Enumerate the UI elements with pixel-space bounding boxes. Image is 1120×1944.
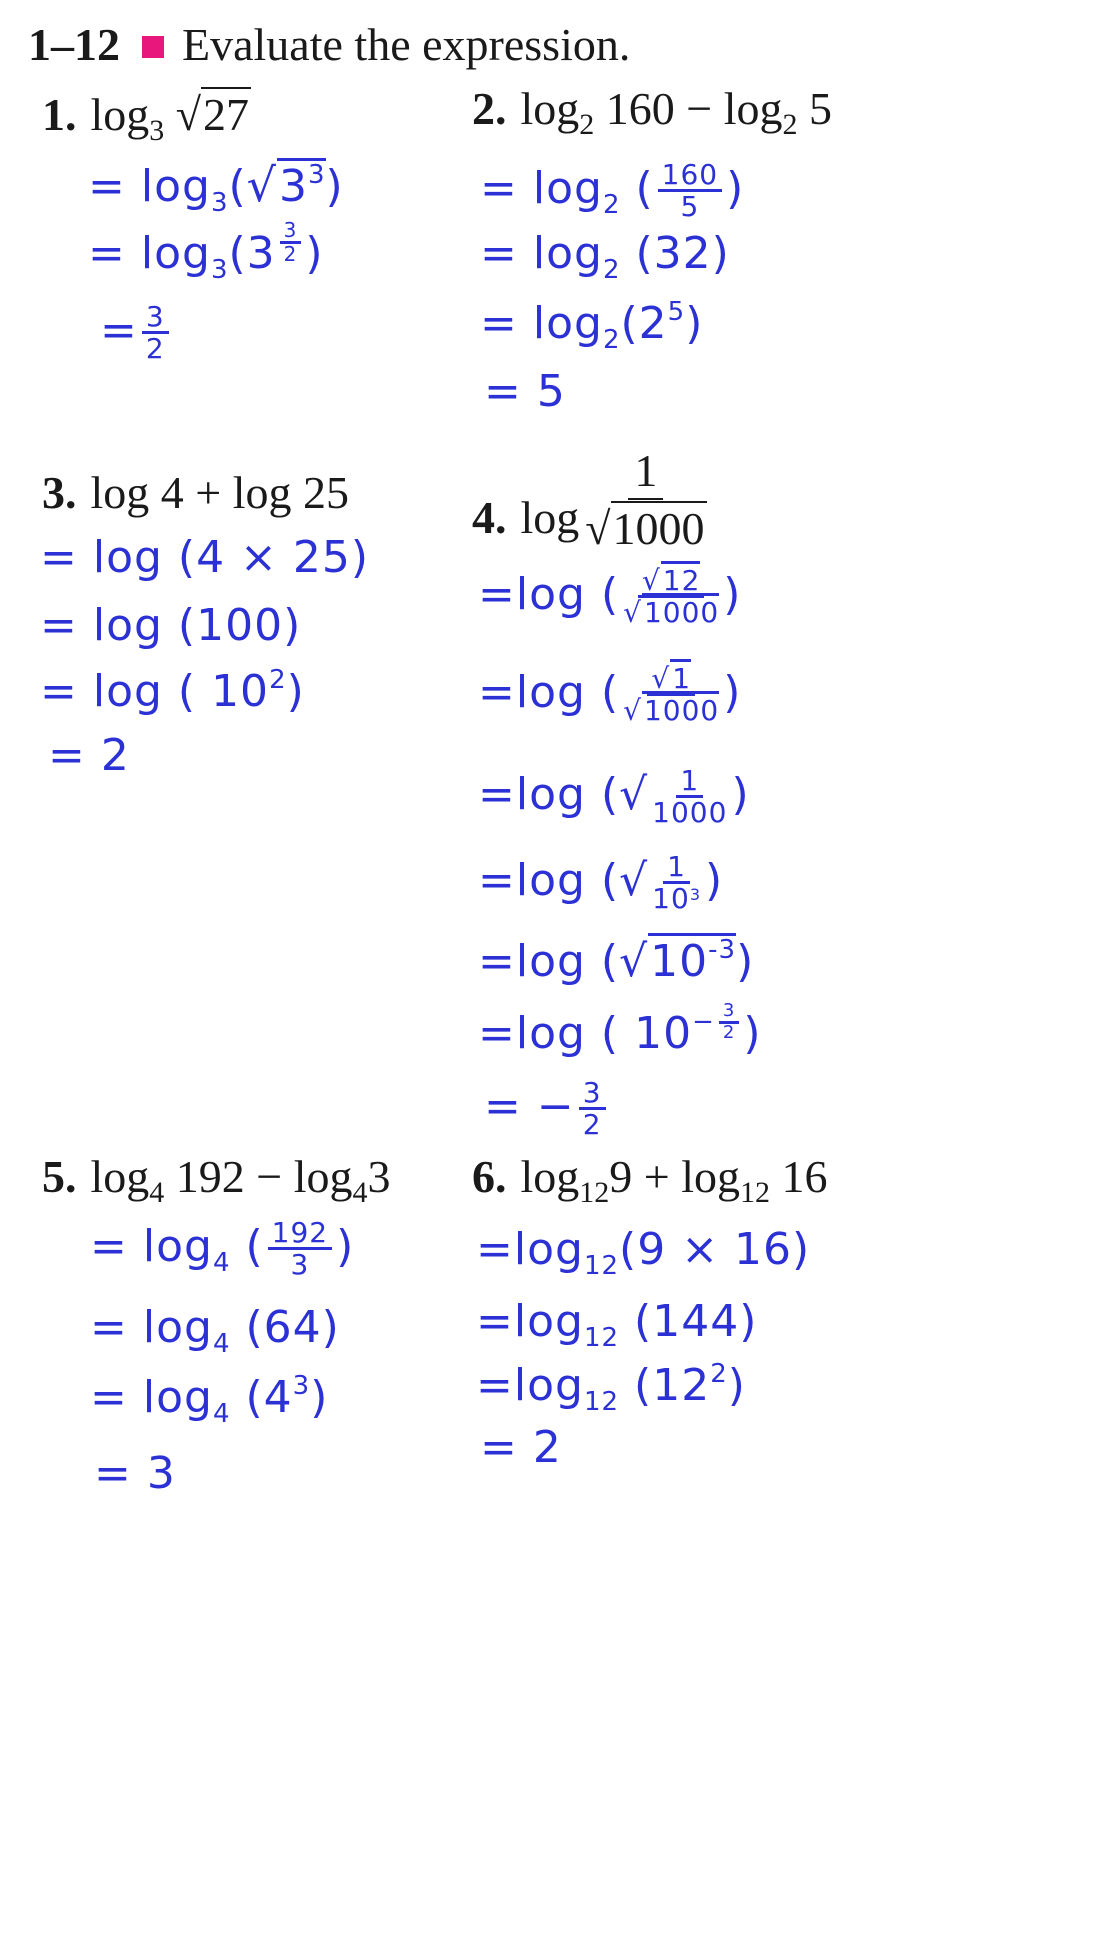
- problem-1-step-1: = $\log_3(√3^3)$: [88, 158, 344, 218]
- sqrt-icon: √: [175, 89, 202, 140]
- problem-5-step-3: = $\log_4 (4^3)$: [90, 1371, 329, 1429]
- problem-5-step-2: = $\log_4 (64)$: [90, 1302, 340, 1359]
- problem-4-step-2: =log ( $\frac{√1}{√1000}$ ): [478, 664, 741, 726]
- problem-6-step-4: = 2: [480, 1422, 562, 1473]
- sqrt-icon: √: [619, 936, 649, 987]
- problem-2-step-1: = $\log_2$ ( $\frac{160}{5}$ ): [480, 158, 745, 224]
- problem-3-step-4: = 2: [48, 730, 130, 781]
- problem-3-step-3: = log ( $10^2$): [40, 665, 305, 717]
- problem-3-step-1: = log (4 × 25): [40, 532, 370, 583]
- problem-5-step-1: = $\log_4$ ( $\frac{192}{3}$ ): [90, 1216, 355, 1282]
- problem-2-step-3: = $\log_2(2^5)$: [480, 297, 704, 355]
- problem-3-step-2: = log (100): [40, 600, 302, 651]
- exercise-header: [28, 18, 630, 71]
- problem-2-step-2: = $\log_2 (32)$: [480, 228, 730, 285]
- sqrt-icon: √: [651, 662, 671, 695]
- problem-2-expression: 2. $\log_2 160 - \log_2 5$: [472, 83, 833, 141]
- sqrt-icon: √: [619, 768, 649, 820]
- problem-4-step-4: =log (√ $\frac{1}{10^3}$ ): [478, 850, 724, 916]
- problem-6-step-1: $=\log_{12}(9 \times 16)$: [476, 1224, 811, 1281]
- problem-4-step-7: = − $\frac{3}{2}$: [484, 1078, 610, 1140]
- bullet-square-icon: [142, 36, 164, 58]
- problem-5-step-4: = 3: [94, 1448, 176, 1499]
- problem-4-step-6: =log ( $10^{- \frac{3}{2}}$ ): [478, 1000, 762, 1059]
- sqrt-icon: √: [619, 854, 649, 906]
- exercise-instruction: Evaluate the expression.: [182, 19, 631, 70]
- problem-2-step-4: = 5: [484, 366, 566, 417]
- problem-3-expression: 3. log 4 + log 25: [42, 467, 350, 518]
- exercise-range: 1–12: [28, 19, 120, 70]
- problem-1-expression: 1. $\log_3 √27$: [42, 89, 250, 147]
- problem-4-step-3: =log (√ $\frac{1}{1000}$ ): [478, 764, 750, 830]
- problem-4-expression: 4. log $\frac{1}{√1000}$: [472, 445, 705, 554]
- problem-6-step-2: $=\log_{12}$ (144): [476, 1296, 758, 1353]
- sqrt-icon: √: [641, 564, 661, 597]
- sqrt-icon: √: [585, 503, 611, 554]
- problem-5-expression: 5. $\log_4 192 - \log_43$: [42, 1151, 391, 1209]
- problem-6-step-3: $=\log_{12}$ $(12^2)$: [476, 1359, 746, 1417]
- problem-6-expression: 6. $\log_{12}9 + \log_{12} 16$: [472, 1151, 828, 1209]
- problem-4-step-1: =log ( $\frac{√12}{√1000}$ ): [478, 566, 741, 628]
- problem-4-step-5: =log $(√10^{-3})$: [478, 935, 755, 987]
- problem-1-step-3: = $\frac{3}{2}$: [100, 302, 173, 364]
- problem-1-step-2: = $\log_3(3$ $\frac{3}{2}$ ): [88, 217, 324, 285]
- sqrt-icon: √: [246, 158, 277, 212]
